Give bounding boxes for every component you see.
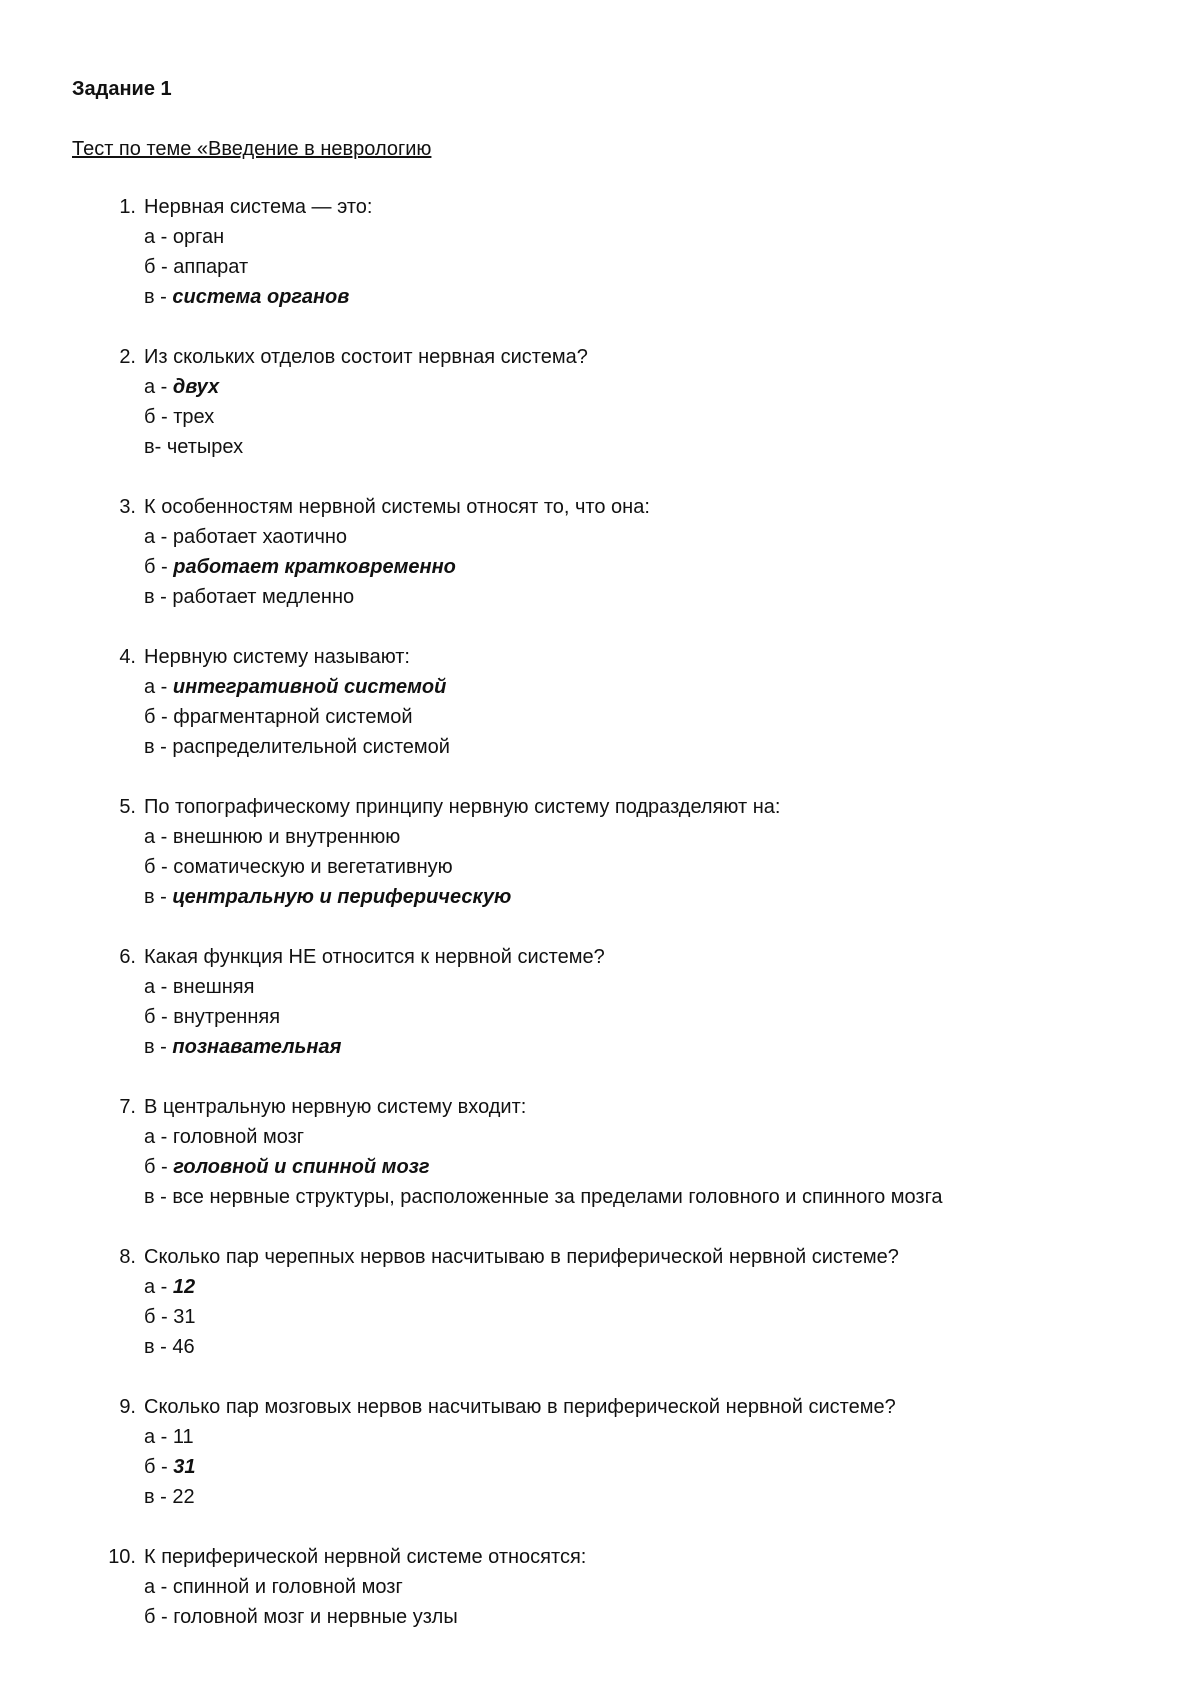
answer-option (72, 282, 1172, 312)
option-text-correct: интегративной системой (172, 676, 447, 698)
answer-option (72, 852, 1172, 882)
answer-option (72, 882, 1172, 912)
answer-option (72, 1572, 1172, 1602)
question-3 (72, 492, 1172, 612)
question-line (72, 1542, 1172, 1572)
option-text: работает хаотично (172, 526, 348, 548)
option-letter: а - (144, 1276, 173, 1298)
option-text: все нервные структуры, расположенные за пределами головного и спинного мозга (172, 1186, 943, 1208)
option-letter: б - (144, 1156, 174, 1178)
answer-option (72, 1302, 1172, 1332)
option-letter: а - (144, 826, 173, 848)
option-text: внутренняя (173, 1006, 281, 1028)
test-title: Тест по теме «Введение в неврологию (72, 138, 432, 160)
option-letter: б - (144, 1606, 174, 1628)
option-text-correct: работает кратковременно (173, 556, 456, 578)
option-text: распределительной системой (172, 736, 450, 758)
option-letter: а - (144, 376, 173, 398)
answer-option (72, 402, 1172, 432)
option-text-correct: познавательная (172, 1036, 342, 1058)
question-line (72, 342, 1172, 372)
question-number: 5. (119, 796, 136, 818)
option-text: внешняя (172, 976, 255, 998)
option-letter: в- (144, 436, 167, 458)
option-letter: а - (144, 1426, 173, 1448)
question-line (72, 1392, 1172, 1422)
option-text: 22 (172, 1486, 195, 1508)
answer-option (72, 1452, 1172, 1482)
option-letter: б - (144, 556, 174, 578)
question-number: 3. (119, 496, 136, 518)
question-text: Из скольких отделов состоит нервная система? (144, 346, 588, 368)
question-number: 8. (119, 1246, 136, 1268)
answer-option (72, 1272, 1172, 1302)
answer-option (72, 822, 1172, 852)
question-text: Нервная система — это: (144, 196, 373, 218)
question-text: Сколько пар черепных нервов насчитываю в периферической нервной системе? (144, 1246, 899, 1268)
answer-option (72, 552, 1172, 582)
question-text: Сколько пар мозговых нервов насчитываю в периферической нервной системе? (144, 1396, 896, 1418)
option-text: орган (172, 226, 225, 248)
answer-option (72, 1602, 1172, 1632)
task-title: Задание 1 (72, 78, 172, 100)
option-letter: а - (144, 226, 173, 248)
option-text: 11 (172, 1426, 194, 1448)
option-letter: б - (144, 856, 174, 878)
answer-option (72, 222, 1172, 252)
question-number: 2. (119, 346, 136, 368)
option-text: четырех (166, 436, 244, 458)
option-text-correct: двух (172, 376, 220, 398)
answer-option (72, 252, 1172, 282)
question-line (72, 192, 1172, 222)
answer-option (72, 1332, 1172, 1362)
question-line (72, 792, 1172, 822)
option-text: соматическую и вегетативную (173, 856, 453, 878)
option-letter: в - (144, 586, 173, 608)
answer-option (72, 1002, 1172, 1032)
question-line (72, 1242, 1172, 1272)
option-letter: б - (144, 1456, 174, 1478)
question-text: По топографическому принципу нервную систему подразделяют на: (144, 796, 781, 818)
option-text: 31 (173, 1306, 196, 1328)
option-text-correct: центральную и периферическую (172, 886, 512, 908)
question-line (72, 942, 1172, 972)
answer-option (72, 732, 1172, 762)
option-letter: б - (144, 406, 174, 428)
option-letter: а - (144, 526, 173, 548)
option-text: аппарат (173, 256, 249, 278)
answer-option (72, 372, 1172, 402)
answer-option (72, 522, 1172, 552)
question-text: К особенностям нервной системы относят то, что она: (144, 496, 650, 518)
question-10 (72, 1542, 1172, 1632)
option-letter: а - (144, 676, 173, 698)
option-text: головной мозг (172, 1126, 305, 1148)
question-number: 1. (119, 196, 136, 218)
question-text: Нервную систему называют: (144, 646, 410, 668)
answer-option (72, 582, 1172, 612)
question-number: 10. (108, 1546, 136, 1568)
question-number: 4. (119, 646, 136, 668)
question-text: Какая функция НЕ относится к нервной системе? (144, 946, 605, 968)
option-letter: в - (144, 1186, 173, 1208)
option-text: трех (173, 406, 215, 428)
option-letter: а - (144, 1576, 173, 1598)
option-letter: а - (144, 976, 173, 998)
answer-option (72, 672, 1172, 702)
option-text-correct: система органов (172, 286, 350, 308)
option-letter: в - (144, 1336, 173, 1358)
question-4 (72, 642, 1172, 762)
option-text: работает медленно (172, 586, 355, 608)
option-letter: в - (144, 1486, 173, 1508)
question-line (72, 642, 1172, 672)
question-number: 7. (119, 1096, 136, 1118)
question-9 (72, 1392, 1172, 1512)
answer-option (72, 1482, 1172, 1512)
answer-option (72, 1122, 1172, 1152)
answer-option (72, 1032, 1172, 1062)
option-text: фрагментарной системой (173, 706, 413, 728)
option-text: головной мозг и нервные узлы (173, 1606, 458, 1628)
option-letter: б - (144, 1306, 174, 1328)
question-5 (72, 792, 1172, 912)
answer-option (72, 702, 1172, 732)
question-text: В центральную нервную систему входит: (144, 1096, 527, 1118)
option-text-correct: 31 (173, 1456, 196, 1478)
question-number: 9. (119, 1396, 136, 1418)
option-letter: в - (144, 736, 173, 758)
option-text: спинной и головной мозг (172, 1576, 403, 1598)
question-2 (72, 342, 1172, 462)
question-number: 6. (119, 946, 136, 968)
question-line (72, 492, 1172, 522)
question-line (72, 1092, 1172, 1122)
answer-option (72, 1422, 1172, 1452)
answer-option (72, 1182, 1172, 1212)
option-letter: б - (144, 706, 174, 728)
answer-option (72, 432, 1172, 462)
option-letter: б - (144, 256, 174, 278)
option-letter: в - (144, 286, 173, 308)
option-text: 46 (172, 1336, 195, 1358)
option-text-correct: головной и спинной мозг (173, 1156, 430, 1178)
question-8 (72, 1242, 1172, 1362)
answer-option (72, 972, 1172, 1002)
question-1 (72, 192, 1172, 312)
question-6 (72, 942, 1172, 1062)
option-letter: б - (144, 1006, 174, 1028)
option-text-correct: 12 (172, 1276, 196, 1298)
answer-option (72, 1152, 1172, 1182)
question-text: К периферической нервной системе относятся: (144, 1546, 587, 1568)
option-letter: в - (144, 886, 173, 908)
option-letter: в - (144, 1036, 173, 1058)
question-7 (72, 1092, 1172, 1212)
question-list (72, 192, 1172, 1662)
option-letter: а - (144, 1126, 173, 1148)
option-text: внешнюю и внутреннюю (172, 826, 401, 848)
